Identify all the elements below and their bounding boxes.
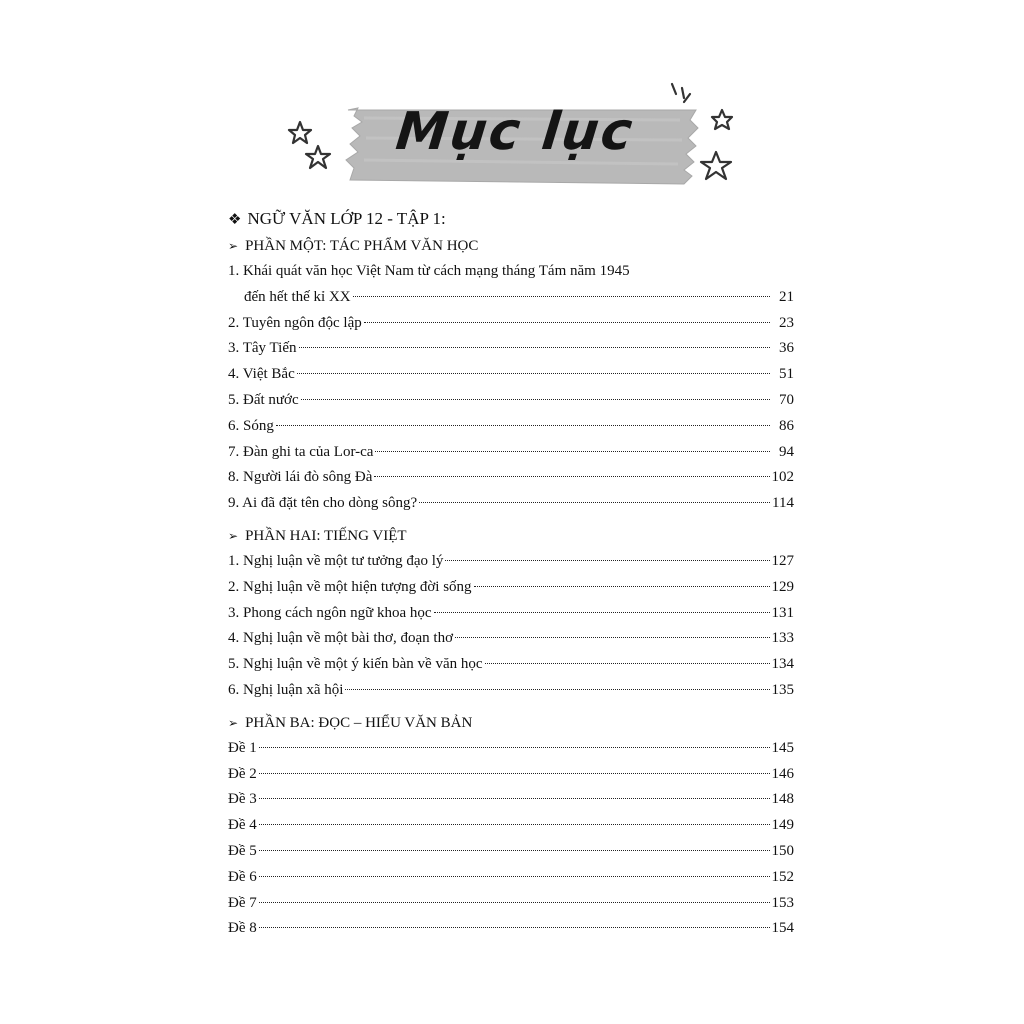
- section-title: PHẦN MỘT: TÁC PHẨM VĂN HỌC: [245, 238, 479, 254]
- dot-leader: [364, 321, 770, 323]
- toc-entry-label: đến hết thế kỉ XX: [244, 288, 351, 305]
- toc-entry[interactable]: [228, 440, 794, 466]
- toc-page-number: 148: [771, 791, 794, 808]
- toc-entry[interactable]: [228, 916, 794, 942]
- toc-page-number: 131: [771, 604, 794, 621]
- toc-page-number: 134: [771, 656, 794, 673]
- dot-leader: [434, 611, 770, 613]
- toc-page-number: 135: [771, 681, 794, 698]
- dot-leader: [259, 823, 770, 825]
- toc-entry-label: 6. Sóng: [228, 417, 274, 434]
- toc-entry-label: Đề 3: [228, 791, 257, 808]
- toc-entry-label: 4. Việt Bắc: [228, 366, 295, 383]
- toc-entry[interactable]: [228, 652, 794, 678]
- toc-entry[interactable]: [228, 865, 794, 891]
- toc-entry-label: Đề 5: [228, 842, 257, 859]
- toc-entry[interactable]: [228, 285, 794, 311]
- toc-entry[interactable]: [228, 813, 794, 839]
- dot-leader: [259, 901, 770, 903]
- toc-entry-label: 1. Nghị luận về một tư tưởng đạo lý: [228, 552, 444, 569]
- toc-entry[interactable]: [228, 311, 794, 337]
- dot-leader: [276, 424, 770, 426]
- dot-leader: [374, 475, 769, 477]
- toc-entry-label: 2. Tuyên ngôn độc lập: [228, 314, 362, 331]
- toc-entry[interactable]: [228, 414, 794, 440]
- toc-entry-text: 1. Khái quát văn học Việt Nam từ cách mạng tháng Tám năm 1945: [228, 263, 630, 279]
- dot-leader: [419, 501, 770, 503]
- dot-leader: [259, 772, 770, 774]
- book-heading-text: NGỮ VĂN LỚP 12 - TẬP 1:: [247, 209, 446, 228]
- dot-leader: [375, 450, 770, 452]
- dot-leader: [474, 585, 770, 587]
- toc-entry-label: 3. Tây Tiến: [228, 340, 297, 357]
- toc-entry[interactable]: [228, 601, 794, 627]
- page-title: Mục lục: [393, 102, 637, 162]
- diamond-bullet-icon: ❖: [228, 210, 242, 228]
- dot-leader: [259, 849, 770, 851]
- dot-leader: [259, 926, 770, 928]
- toc-entry[interactable]: [228, 362, 794, 388]
- toc-page-number: 154: [771, 920, 794, 937]
- section-title: PHẦN HAI: TIẾNG VIỆT: [245, 527, 407, 544]
- toc-entry[interactable]: [228, 736, 794, 762]
- toc-entry[interactable]: [228, 549, 794, 575]
- toc-page-number: 149: [771, 817, 794, 834]
- toc-page-number: 153: [771, 894, 794, 911]
- toc-page-number: 94: [779, 443, 794, 460]
- arrow-bullet-icon: ➢: [228, 528, 239, 543]
- toc-entry[interactable]: [228, 388, 794, 414]
- sparkle-icon: [672, 84, 690, 102]
- toc-page-number: 127: [771, 552, 794, 569]
- toc-entry[interactable]: [228, 678, 794, 704]
- toc-page-number: 23: [779, 314, 794, 331]
- toc-entry[interactable]: [228, 491, 794, 517]
- toc-entry-label: Đề 1: [228, 739, 257, 756]
- toc-entry[interactable]: [228, 465, 794, 491]
- toc-page-number: 36: [779, 340, 794, 357]
- toc-entry-label: Đề 2: [228, 765, 257, 782]
- toc-entry[interactable]: [228, 762, 794, 788]
- toc-page-number: 150: [771, 842, 794, 859]
- toc-page-number: 146: [771, 765, 794, 782]
- dot-leader: [299, 346, 771, 348]
- dot-leader: [259, 875, 770, 877]
- dot-leader: [297, 372, 770, 374]
- title-banner: [280, 78, 750, 198]
- toc-page-number: 86: [779, 417, 794, 434]
- toc-entry-label: 5. Đất nước: [228, 391, 299, 408]
- dot-leader: [455, 636, 770, 638]
- toc-entry-label: 9. Ai đã đặt tên cho dòng sông?: [228, 495, 418, 512]
- toc-entry-label: 2. Nghị luận về một hiện tượng đời sống: [228, 578, 472, 595]
- toc-page-number: 129: [771, 578, 794, 595]
- arrow-bullet-icon: ➢: [228, 715, 239, 730]
- toc-page-number: 70: [779, 391, 794, 408]
- toc-entry-label: Đề 6: [228, 868, 257, 885]
- section-heading: [228, 233, 794, 259]
- toc-page-number: 51: [779, 366, 794, 383]
- toc-page-number: 145: [771, 739, 794, 756]
- toc-entry[interactable]: [228, 787, 794, 813]
- toc-entry-label: 5. Nghị luận về một ý kiến bàn về văn học: [228, 656, 483, 673]
- toc-entry[interactable]: [228, 575, 794, 601]
- toc-entry[interactable]: [228, 336, 794, 362]
- toc-page-number: 21: [779, 288, 794, 305]
- dot-leader: [259, 797, 770, 799]
- toc-page-number: 152: [771, 868, 794, 885]
- toc-entry-label: Đề 7: [228, 894, 257, 911]
- table-of-contents: [228, 205, 794, 942]
- toc-page-number: 114: [772, 495, 794, 512]
- toc-entry-label: 7. Đàn ghi ta của Lor-ca: [228, 443, 374, 460]
- dot-leader: [445, 559, 769, 561]
- toc-page-number: 102: [771, 469, 794, 486]
- dot-leader: [259, 746, 770, 748]
- section-heading: [228, 710, 794, 736]
- toc-entry-label: 8. Người lái đò sông Đà: [228, 469, 373, 486]
- toc-entry-label: Đề 4: [228, 817, 257, 834]
- toc-entry[interactable]: [228, 626, 794, 652]
- dot-leader: [485, 662, 770, 664]
- dot-leader: [301, 398, 770, 400]
- toc-entry-label: 3. Phong cách ngôn ngữ khoa học: [228, 604, 432, 621]
- toc-entry-label: 4. Nghị luận về một bài thơ, đoạn thơ: [228, 630, 453, 647]
- toc-entry-label: Đề 8: [228, 920, 257, 937]
- book-heading: [228, 205, 794, 233]
- arrow-bullet-icon: ➢: [228, 239, 239, 253]
- section-title: PHẦN BA: ĐỌC – HIỂU VĂN BẢN: [245, 714, 473, 731]
- toc-entry[interactable]: [228, 839, 794, 865]
- toc-page-number: 133: [771, 630, 794, 647]
- toc-entry[interactable]: [228, 891, 794, 917]
- dot-leader: [353, 295, 770, 297]
- dot-leader: [345, 688, 769, 690]
- toc-entry-label: 6. Nghị luận xã hội: [228, 681, 344, 698]
- section-heading: [228, 523, 794, 549]
